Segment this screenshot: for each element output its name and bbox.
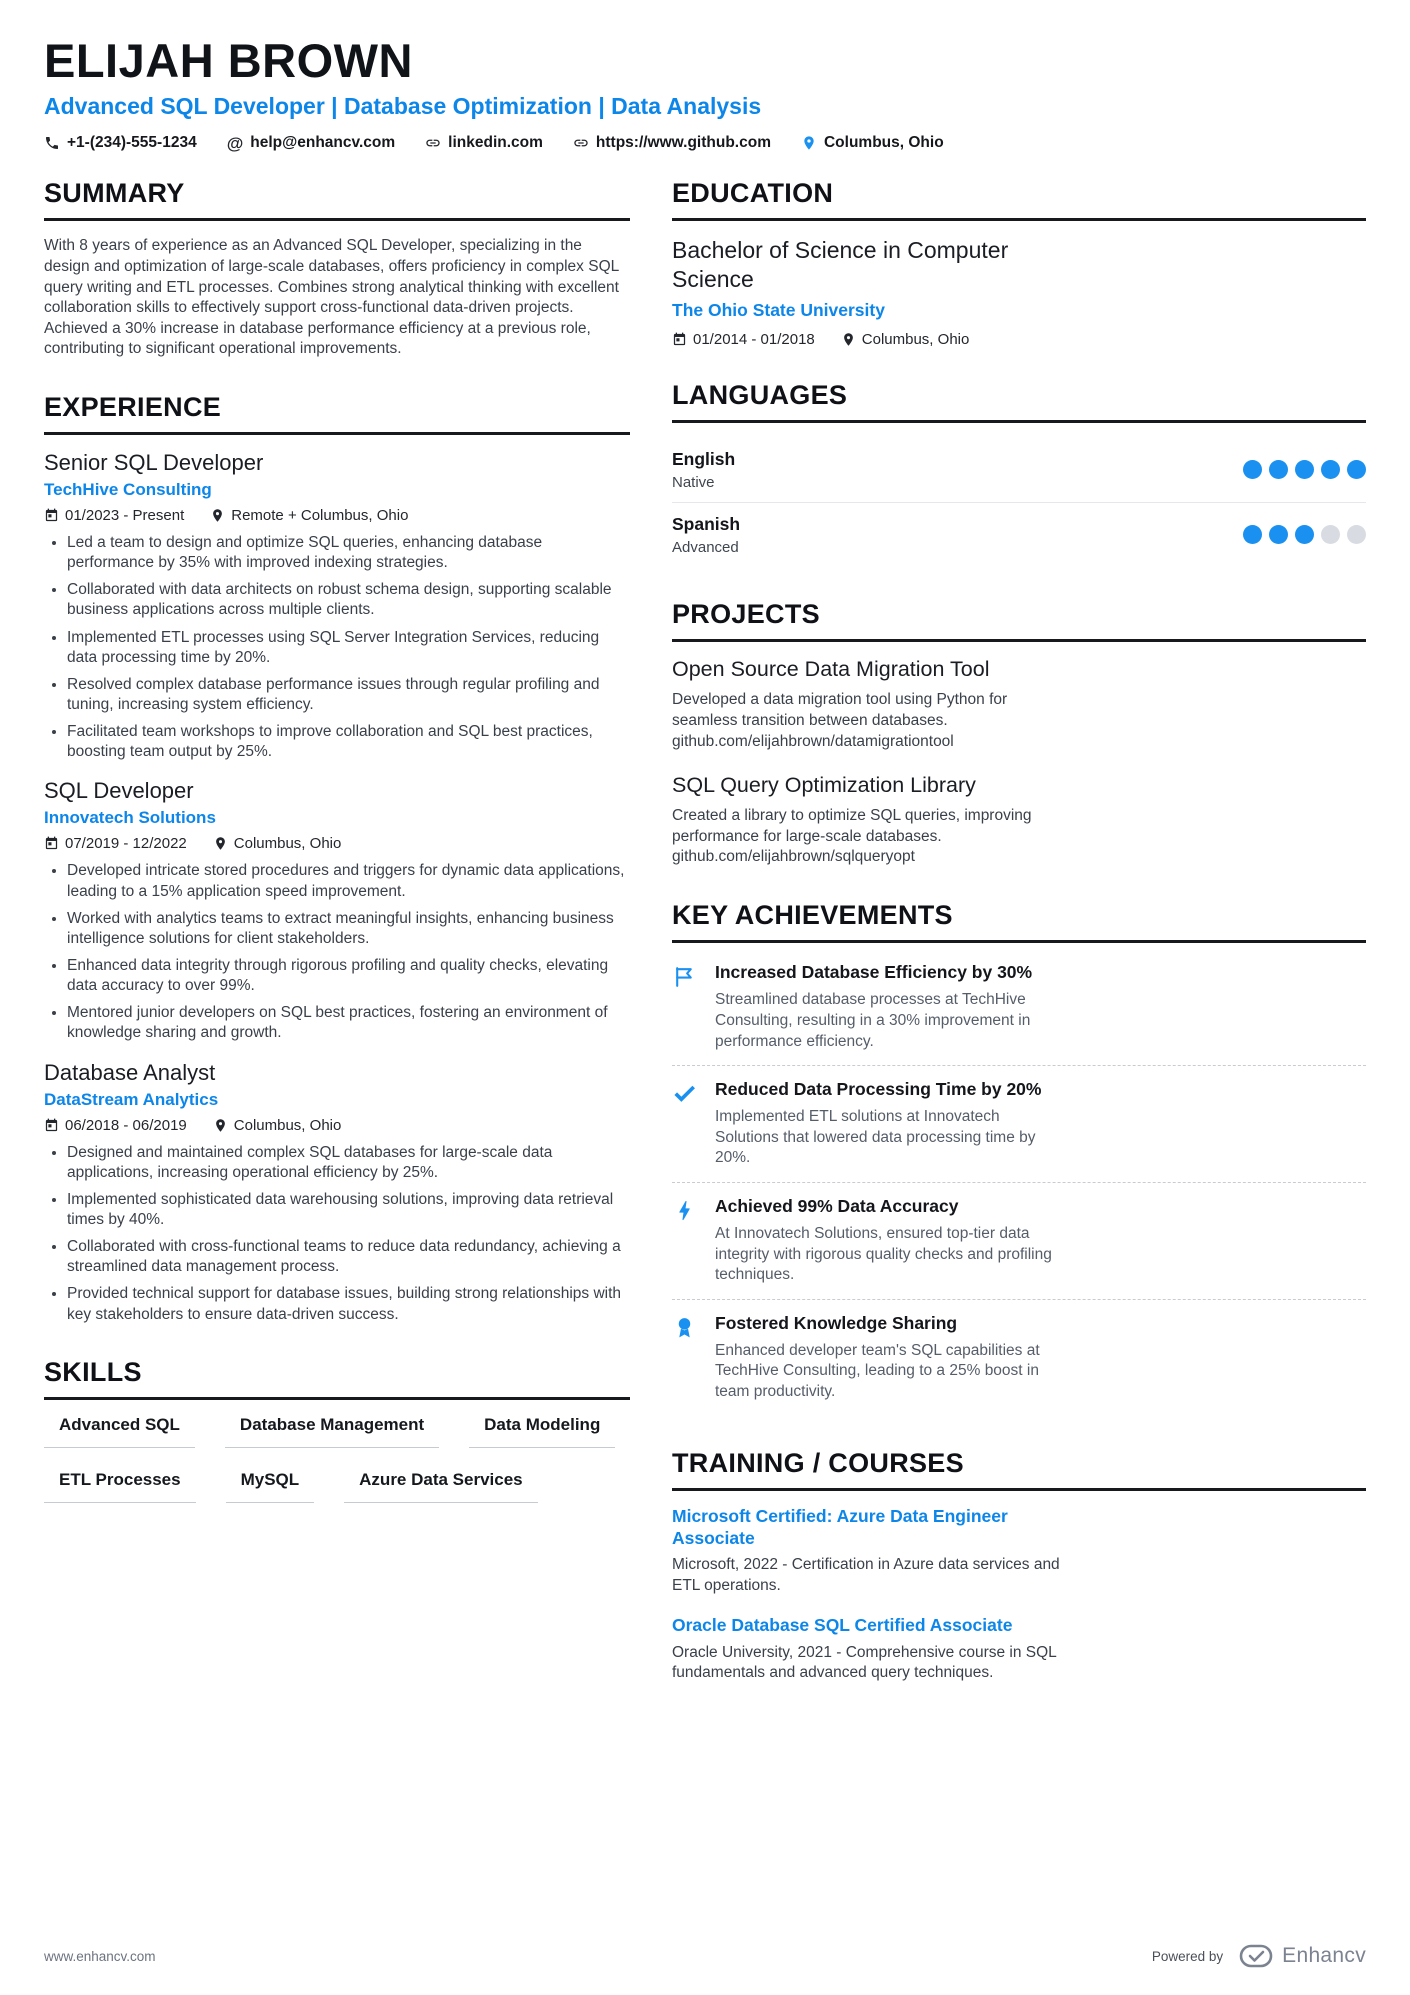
skills-section [44, 1357, 630, 1503]
resume-columns [44, 178, 1366, 1715]
date-range-text: 01/2023 - Present [65, 507, 185, 524]
company-name: DataStream Analytics [44, 1089, 219, 1109]
page-footer [44, 1943, 1366, 1969]
at-icon: @ [226, 133, 244, 153]
bullet: • Provided technical support for database issues, building strong relationships with key stakeholders to ensure data-driven success. [67, 1284, 630, 1324]
bullet: • Facilitated team workshops to improve collaboration and SQL best practices, boosting team output by 25%. [67, 722, 630, 762]
powered-by-text: Powered by [1151, 1948, 1224, 1964]
language-proficiency-dot [1269, 460, 1288, 479]
language-proficiency-dot [1243, 460, 1262, 479]
language-proficiency-dot [1347, 525, 1366, 544]
experience-item [44, 1060, 630, 1325]
bullet: • Implemented ETL processes using SQL Server Integration Services, reducing data processing time by 20%. [67, 628, 630, 668]
enhancv-logo[interactable] [1239, 1943, 1366, 1969]
job-location-text: Columbus, Ohio [233, 835, 342, 853]
company-name: TechHive Consulting [44, 480, 212, 499]
achievement-description: Streamlined database processes at TechHive Consulting, resulting in a 30% improvement in performance efficiency. [715, 991, 1031, 1050]
language-info [672, 449, 735, 491]
training-section [672, 1448, 1366, 1684]
skill-tag: MySQL [226, 1470, 315, 1503]
job-role: Database Analyst [44, 1059, 216, 1085]
language-row [672, 503, 1366, 567]
github-link[interactable] [573, 134, 771, 152]
email-text: help@enhancv.com [250, 134, 396, 152]
skill-tag: Azure Data Services [344, 1470, 537, 1503]
phone-icon [44, 135, 60, 151]
project-item [672, 773, 1366, 869]
achievements-section [672, 900, 1366, 1415]
language-proficiency-dot [1295, 460, 1314, 479]
achievement-description: Implemented ETL solutions at Innovatech Solutions that lowered data processing time by 20%. [715, 1108, 1036, 1167]
job-bullets [44, 533, 630, 762]
achievements-heading: KEY ACHIEVEMENTS [672, 900, 1366, 943]
proficiency-dots [1243, 525, 1366, 544]
project-description-text: Developed a data migration tool using Python for seamless transition between databases. [672, 690, 1008, 729]
course-description: Oracle University, 2021 - Comprehensive course in SQL fundamentals and advanced query techniques. [672, 1643, 1057, 1682]
location-pin-icon [801, 135, 817, 151]
github-text: https://www.github.com [595, 134, 771, 152]
language-proficiency-dot [1295, 525, 1314, 544]
achievement-item [672, 1183, 1366, 1300]
date-range-text: 01/2014 - 01/2018 [693, 330, 815, 348]
phone-contact[interactable] [44, 134, 197, 152]
location-pin-icon [841, 332, 856, 347]
degree-title: Bachelor of Science in Computer Science [672, 237, 1009, 293]
resume-header [44, 36, 1366, 152]
bullet: • Developed intricate stored procedures and triggers for dynamic data applications, leading to a 15% application speed improvement. [67, 861, 630, 901]
experience-item [44, 450, 630, 762]
enhancv-brand-text: Enhancv [1282, 1944, 1366, 1967]
job-location-text: Columbus, Ohio [233, 1116, 342, 1134]
course-title: Microsoft Certified: Azure Data Engineer Associate [672, 1505, 1008, 1548]
education-section [672, 178, 1366, 348]
projects-section [672, 599, 1366, 869]
link-icon [573, 135, 589, 151]
contact-row [44, 134, 1366, 152]
date-range [44, 835, 187, 852]
location-pin-icon [213, 1118, 228, 1133]
date-range [672, 331, 815, 348]
language-proficiency-dot [1321, 525, 1340, 544]
bullet: • Led a team to design and optimize SQL queries, enhancing database performance by 35% with improved indexing strategies. [67, 533, 630, 573]
linkedin-text: linkedin.com [448, 134, 543, 152]
linkedin-link[interactable] [425, 134, 543, 152]
languages-section [672, 380, 1366, 567]
language-proficiency-dot [1243, 525, 1262, 544]
achievement-item [672, 1066, 1366, 1183]
calendar-icon [44, 1118, 59, 1133]
skills-list [44, 1415, 630, 1503]
bullet: • Enhanced data integrity through rigorous profiling and quality checks, elevating data accuracy to over 99%. [67, 956, 630, 996]
bullet: • Collaborated with cross-functional teams to reduce data redundancy, achieving a streamlined data management process. [67, 1237, 630, 1277]
calendar-icon [672, 332, 687, 347]
experience-item [44, 778, 630, 1043]
achievement-content [715, 1079, 1067, 1169]
course-item [672, 1615, 1366, 1684]
project-title: Open Source Data Migration Tool [672, 656, 990, 681]
language-name: Spanish [672, 513, 741, 534]
bullet: • Collaborated with data architects on robust schema design, supporting scalable business applications across multiple clients. [67, 580, 630, 620]
training-heading: TRAINING / COURSES [672, 1448, 1366, 1491]
location [801, 134, 944, 152]
bullet: • Designed and maintained complex SQL databases for large-scale data applications, increasing operational efficiency by 25%. [67, 1143, 630, 1183]
course-item [672, 1506, 1366, 1597]
language-level: Native [672, 473, 715, 491]
experience-section [44, 392, 630, 1325]
language-proficiency-dot [1347, 460, 1366, 479]
lightning-icon [672, 1196, 700, 1286]
school-name: The Ohio State University [672, 299, 885, 320]
summary-section [44, 178, 630, 360]
calendar-icon [44, 836, 59, 851]
achievement-content [715, 1313, 1067, 1403]
course-title: Oracle Database SQL Certified Associate [672, 1614, 1013, 1635]
job-bullets [44, 1143, 630, 1325]
email-contact[interactable] [227, 134, 395, 152]
achievement-item [672, 958, 1366, 1066]
language-level: Advanced [672, 538, 739, 556]
language-row [672, 438, 1366, 503]
achievement-title: Increased Database Efficiency by 30% [715, 962, 1033, 983]
language-proficiency-dot [1269, 525, 1288, 544]
experience-heading: EXPERIENCE [44, 392, 630, 435]
job-meta [44, 835, 630, 852]
job-bullets [44, 861, 630, 1043]
education-heading: EDUCATION [672, 178, 1366, 221]
enhancv-website-link[interactable]: www.enhancv.com [44, 1948, 156, 1964]
location-text: Columbus, Ohio [823, 134, 944, 152]
job-title: Advanced SQL Developer | Database Optimization | Data Analysis [44, 93, 762, 120]
date-range-text: 07/2019 - 12/2022 [65, 835, 187, 853]
education-location [841, 331, 970, 348]
candidate-name: ELIJAH BROWN [44, 34, 413, 87]
achievement-description: At Innovatech Solutions, ensured top-tier data integrity with rigorous quality checks and profiling techniques. [715, 1225, 1052, 1284]
achievement-item [672, 1300, 1366, 1416]
date-range [44, 1117, 187, 1134]
bullet: • Resolved complex database performance issues through regular profiling and tuning, increasing system efficiency. [67, 675, 630, 715]
bullet: • Implemented sophisticated data warehousing solutions, improving data retrieval times by 40%. [67, 1190, 630, 1230]
languages-heading: LANGUAGES [672, 380, 1366, 423]
skill-tag: Data Modeling [469, 1415, 615, 1448]
skill-tag: Advanced SQL [44, 1415, 195, 1448]
enhancv-logo-icon [1239, 1943, 1273, 1969]
job-role: Senior SQL Developer [44, 450, 264, 475]
language-info [672, 514, 740, 556]
job-meta [44, 1117, 630, 1134]
summary-text: With 8 years of experience as an Advanced SQL Developer, specializing in the design and optimization of large-scale databases, offers proficiency in complex SQL query writing and ETL processes. Combines strong analytical thinking with excellent collaboration skills to effectively support cross-functional data-driven projects. Achieved a 30% increase in database performance efficiency at a previous role, contributing to significant operational improvements. [44, 237, 619, 358]
achievement-title: Achieved 99% Data Accuracy [715, 1196, 959, 1217]
summary-heading: SUMMARY [44, 178, 630, 221]
job-location-text: Remote + Columbus, Ohio [231, 507, 409, 524]
project-title: SQL Query Optimization Library [672, 772, 976, 797]
education-meta [672, 331, 1366, 348]
language-name: English [672, 448, 736, 469]
project-item [672, 657, 1366, 753]
achievement-content [715, 962, 1067, 1052]
job-meta [44, 507, 630, 524]
phone-number: +1-(234)-555-1234 [67, 134, 197, 152]
job-location [213, 835, 342, 852]
right-column [672, 178, 1366, 1715]
location-pin-icon [213, 836, 228, 851]
project-description [672, 806, 1072, 869]
skills-heading: SKILLS [44, 1357, 630, 1400]
bullet: • Worked with analytics teams to extract meaningful insights, enhancing business intelligence solutions for client stakeholders. [67, 909, 630, 949]
skill-tag: ETL Processes [44, 1470, 196, 1503]
location-pin-icon [210, 508, 225, 523]
skill-tag: Database Management [225, 1415, 439, 1448]
project-description [672, 690, 1072, 753]
achievement-title: Fostered Knowledge Sharing [715, 1312, 958, 1333]
flag-icon [672, 962, 700, 1052]
project-url[interactable]: github.com/elijahbrown/datamigrationtool [672, 732, 954, 750]
course-description: Microsoft, 2022 - Certification in Azure data services and ETL operations. [672, 1556, 1060, 1595]
check-icon [672, 1079, 700, 1169]
achievement-content [715, 1196, 1067, 1286]
education-location-text: Columbus, Ohio [861, 330, 970, 348]
achievement-description: Enhanced developer team's SQL capabilities at TechHive Consulting, leading to a 25% boost in team productivity. [715, 1341, 1040, 1401]
language-proficiency-dot [1321, 460, 1340, 479]
date-range [44, 507, 184, 524]
proficiency-dots [1243, 460, 1366, 479]
project-description-text: Created a library to optimize SQL queries, improving performance for large-scale databases. [672, 806, 1032, 845]
link-icon [425, 135, 441, 151]
left-column [44, 178, 630, 1715]
achievement-title: Reduced Data Processing Time by 20% [715, 1079, 1042, 1100]
job-role: SQL Developer [44, 778, 194, 804]
project-url[interactable]: github.com/elijahbrown/sqlqueryopt [672, 848, 915, 866]
projects-heading: PROJECTS [672, 599, 1366, 642]
medal-icon [672, 1313, 700, 1403]
company-name: Innovatech Solutions [44, 808, 216, 828]
bullet: • Mentored junior developers on SQL best practices, fostering an environment of knowledge sharing and growth. [67, 1003, 630, 1043]
calendar-icon [44, 508, 59, 523]
powered-by [1152, 1943, 1366, 1969]
job-location [213, 1117, 342, 1134]
job-location [210, 507, 408, 524]
date-range-text: 06/2018 - 06/2019 [65, 1116, 187, 1134]
